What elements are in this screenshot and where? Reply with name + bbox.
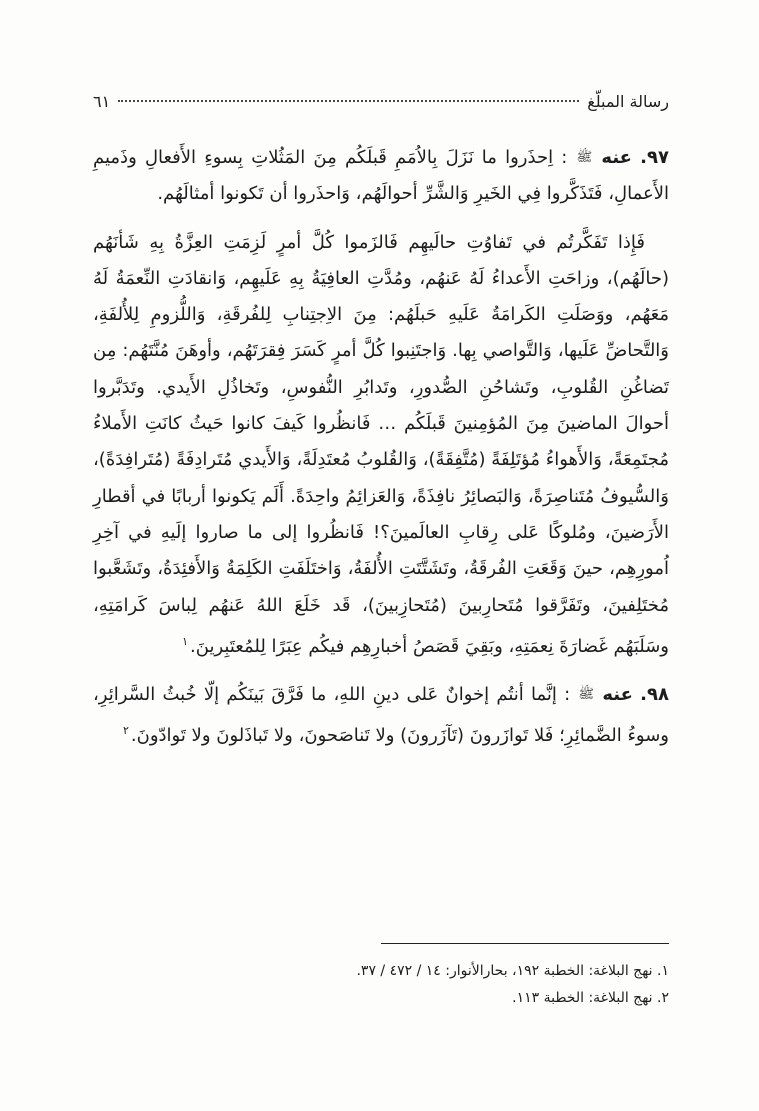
page-number: ٦١: [93, 92, 111, 111]
footnote-number: ١: [661, 963, 669, 979]
salutation-symbol: ﷺ: [576, 150, 593, 165]
entry-text: : إنَّما أنتُم إخوانٌ عَلى دينِ اللهِ، ما فَرَّقَ بَينَكُم إلّا خُبثُ السَّرائِرِ، وسوءُ الضَّمائِرِ؛ فَلا تَوازَرونَ (تَآزَرونَ) ولا تَناصَحونَ، ولا تَباذَلونَ ولا تَوادّونَ.: [93, 684, 669, 747]
footnote-reference[interactable]: ٢: [122, 724, 129, 738]
running-header: [93, 92, 669, 118]
entry-97: [93, 140, 669, 213]
footnote-item: [93, 985, 669, 1012]
header-title: رسالة المبلّغ: [587, 92, 669, 111]
entry-text: : اِحذَروا ما نَزَلَ بِالاُمَمِ قَبلَكُم مِنَ المَثُلاتِ بِسوءِ الأَفعالِ وذَميمِ الأَعمالِ، فَتَذَكَّروا فِي الخَيرِ وَالشَّرِّ أحوالَهُم، وَاحذَروا أن تَكونوا أمثالَهُم.: [93, 147, 669, 205]
entry-speaker: عنه: [602, 684, 633, 706]
footnote-separator: [381, 943, 669, 944]
footnote-number: ٢: [661, 990, 669, 1006]
entry-number: ٩٨.: [640, 684, 669, 706]
entry-text: فَإِذا تَفَكَّرتُم في تَفاوُتِ حالَيهِم فَالزَموا كُلَّ أمرٍ لَزِمَتِ العِزَّةُ بِهِ شَأنَهُم (حالَهُم)، وزاحَتِ الأَعداءُ لَهُ عَنهُم، ومُدَّتِ العافِيَةُ بِهِ عَلَيهِم، وَانقادَتِ النِّعمَةُ لَهُ مَعَهُم، ووَصَلَتِ الكَرامَةُ عَلَيهِ حَبلَهُم: مِنَ الاِجتِنابِ لِلفُرقَةِ، وَاللُّزومِ لِلأُلفَةِ، وَالتَّحاضِّ عَلَيها، وَالتَّواصي بِها. وَاجتَنِبوا كُلَّ أمرٍ كَسَرَ فِقرَتَهُم، وأوهَنَ مُنَّتَهُم: مِن تَضاغُنِ القُلوبِ، وتَشاحُنِ الصُّدورِ، وتَدابُرِ النُّفوسِ، وتَخاذُلِ الأَيدي. وتَدَبَّروا أحوالَ الماضينَ مِنَ المُؤمِنينَ قَبلَكُم … فَانظُروا كَيفَ كانوا حَيثُ كانَتِ الأَملاءُ مُجتَمِعَةً، وَالأَهواءُ مُؤتَلِفَةً (مُتَّفِقَةً)، وَالقُلوبُ مُعتَدِلَةً، وَالأَيدي مُتَرادِفَةً (مُتَرافِدَةً)، وَالسُّيوفُ مُتَناصِرَةً، وَالبَصائِرُ نافِذَةً، وَالعَزائِمُ واحِدَةً. أَلَم يَكونوا أربابًا في أقطارِ الأَرَضينَ، ومُلوكًا عَلى رِقابِ العالَمينَ؟! فَانظُروا إلى ما صاروا إلَيهِ في آخِرِ اُمورِهِم، حينَ وَقَعَتِ الفُرقَةُ، وتَشَتَّتَتِ الأُلفَةُ، وَاختَلَفَتِ الكَلِمَةُ وَالأَفئِدَةُ، وتَشَعَّبوا مُختَلِفينَ، وتَفَرَّقوا مُتَحارِبينَ (مُتَحازِبينَ)، قَد خَلَعَ اللهُ عَنهُم لِباسَ كَرامَتِهِ، وسَلَبَهُم غَضارَةَ نِعمَتِهِ، وبَقِيَ قَصَصُ أخبارِهِم فيكُم عِبَرًا لِلمُعتَبِرينَ.: [93, 231, 669, 657]
footnotes: [93, 958, 669, 1012]
footnote-text: . نهج البلاغة: الخطبة ١١٣.: [512, 990, 662, 1006]
salutation-symbol: ﷺ: [578, 687, 595, 703]
entry-speaker: عنه: [601, 147, 632, 168]
main-text: [93, 140, 669, 755]
entry-97-continuation: [93, 225, 669, 666]
header-leader-dots: [118, 100, 579, 102]
footnote-reference[interactable]: ١: [182, 634, 189, 648]
footnote-item: [93, 958, 669, 985]
entry-number: ٩٧.: [640, 147, 669, 168]
entry-98: [93, 677, 669, 755]
footnote-text: . نهج البلاغة: الخطبة ١٩٢، بحارالأنوار: ١٤ / ٤٧٢ / ٣٧.: [356, 963, 662, 979]
